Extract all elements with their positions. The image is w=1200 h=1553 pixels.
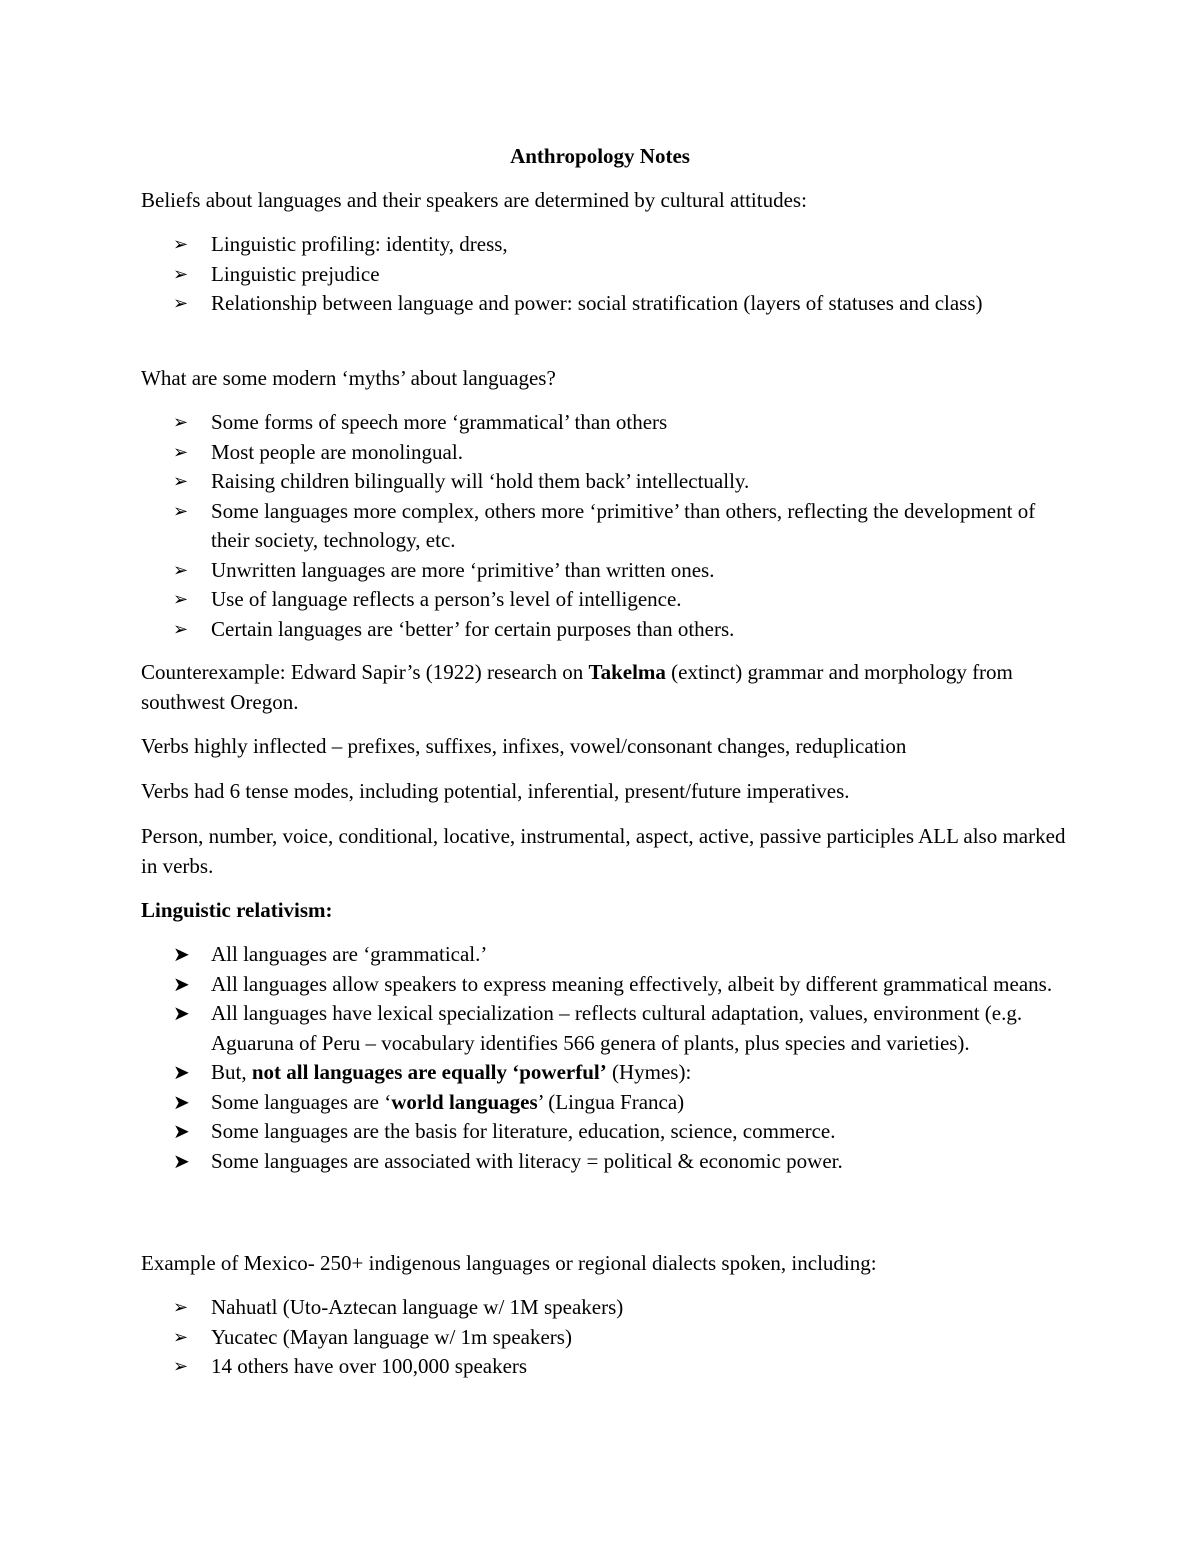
- list-item: ➢ Linguistic profiling: identity, dress,: [173, 230, 1053, 260]
- page-title: Anthropology Notes: [510, 144, 690, 168]
- mexico-intro-paragraph: Example of Mexico- 250+ indigenous languages or regional dialects spoken, including:: [141, 1251, 877, 1275]
- list-item: ➤ Some languages are ‘world languages’ (Lingua Franca): [173, 1088, 1053, 1118]
- list-item: ➢ Unwritten languages are more ‘primitive’ than written ones.: [173, 556, 1053, 586]
- arrow-bullet-icon: ➢: [173, 234, 189, 255]
- list-item: ➤ All languages are ‘grammatical.’: [173, 940, 1053, 970]
- counterexample-paragraph: Counterexample: Edward Sapir’s (1922) research on Takelma (extinct) grammar and morphology from southwest Oregon.: [141, 660, 1013, 714]
- list-item: ➢ Most people are monolingual.: [173, 438, 1053, 468]
- list-item: ➢ Yucatec (Mayan language w/ 1m speakers): [173, 1323, 1053, 1353]
- list-item: ➢ Some languages more complex, others more ‘primitive’ than others, reflecting the development of their society, technology, etc.: [173, 498, 1036, 552]
- list-item: ➢ Raising children bilingually will ‘hold them back’ intellectually.: [173, 467, 1053, 497]
- verbs-inflected-paragraph: Verbs highly inflected – prefixes, suffixes, infixes, vowel/consonant changes, reduplication: [141, 734, 907, 758]
- arrow-bullet-icon: ➢: [173, 589, 189, 610]
- relativism-list: [173, 940, 1053, 1176]
- arrow-bullet-icon: ➤: [173, 1060, 190, 1084]
- list-item: ➢ Relationship between language and power: social stratification (layers of statuses and class): [173, 289, 1053, 319]
- myths-question: What are some modern ‘myths’ about languages?: [141, 366, 556, 390]
- arrow-bullet-icon: ➤: [173, 1148, 190, 1173]
- list-item: ➢ Nahuatl (Uto-Aztecan language w/ 1M speakers): [173, 1293, 1053, 1323]
- arrow-bullet-icon: ➢: [173, 559, 189, 581]
- arrow-bullet-icon: ➤: [173, 1089, 190, 1114]
- person-number-paragraph: Person, number, voice, conditional, locative, instrumental, aspect, active, passive participles ALL also marked in verbs.: [141, 824, 1066, 878]
- list-item: ➢ 14 others have over 100,000 speakers: [173, 1352, 1053, 1382]
- arrow-bullet-icon: ➢: [173, 500, 189, 522]
- arrow-bullet-icon: ➢: [173, 293, 189, 314]
- myths-list: [173, 408, 1053, 644]
- list-item: ➤ All languages allow speakers to express meaning effectively, albeit by different grammatical means.: [173, 970, 1053, 1000]
- mexico-list: [173, 1293, 1053, 1382]
- arrow-bullet-icon: ➢: [173, 471, 189, 492]
- arrow-bullet-icon: ➢: [173, 263, 189, 285]
- arrow-bullet-icon: ➤: [173, 971, 190, 996]
- list-item: ➤ But, not all languages are equally ‘powerful’ (Hymes):: [173, 1058, 1053, 1088]
- verbs-tense-paragraph: Verbs had 6 tense modes, including potential, inferential, present/future imperatives.: [141, 779, 850, 803]
- arrow-bullet-icon: ➤: [173, 1001, 190, 1025]
- arrow-bullet-icon: ➢: [173, 1326, 189, 1348]
- arrow-bullet-icon: ➢: [173, 441, 189, 463]
- list-item: ➢ Use of language reflects a person’s level of intelligence.: [173, 585, 1053, 615]
- relativism-heading: Linguistic relativism:: [141, 898, 333, 922]
- list-item: ➤ All languages have lexical specialization – reflects cultural adaptation, values, environment (e.g. Aguaruna of Peru – vocabulary identifies 566 genera of plants, plus species and varieties).: [173, 1001, 1023, 1055]
- arrow-bullet-icon: ➢: [173, 618, 189, 640]
- list-item: ➤ Some languages are associated with literacy = political & economic power.: [173, 1147, 1053, 1177]
- arrow-bullet-icon: ➤: [173, 942, 190, 966]
- list-item: ➤ Some languages are the basis for literature, education, science, commerce.: [173, 1117, 1053, 1147]
- list-item: ➢ Certain languages are ‘better’ for certain purposes than others.: [173, 615, 1053, 645]
- profiling-list: [173, 230, 1053, 319]
- arrow-bullet-icon: ➢: [173, 1356, 189, 1377]
- arrow-bullet-icon: ➢: [173, 1297, 189, 1318]
- list-item: ➢ Some forms of speech more ‘grammatical’ than others: [173, 408, 1053, 438]
- list-item: ➢ Linguistic prejudice: [173, 260, 1053, 290]
- arrow-bullet-icon: ➢: [173, 412, 189, 433]
- arrow-bullet-icon: ➤: [173, 1119, 190, 1143]
- intro-paragraph: Beliefs about languages and their speakers are determined by cultural attitudes:: [141, 188, 807, 212]
